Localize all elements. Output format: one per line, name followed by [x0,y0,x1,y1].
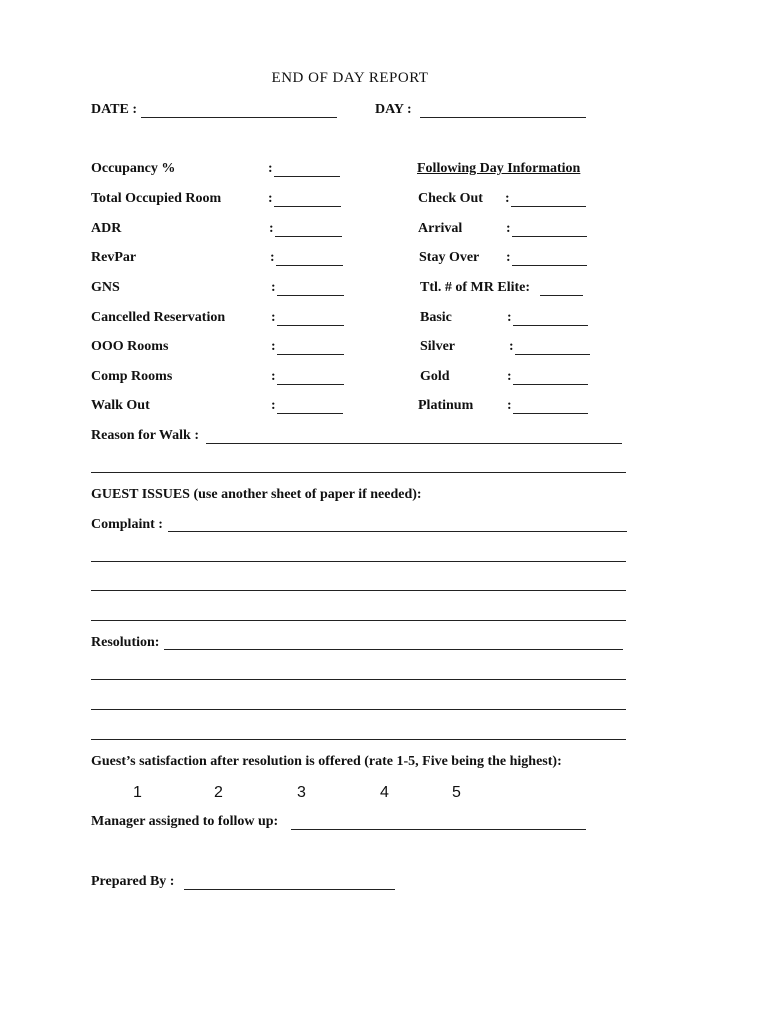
gns-field[interactable] [277,295,344,296]
colon: : [268,161,273,176]
colon: : [271,398,276,413]
satisfaction-question: Guest’s satisfaction after resolution is offered (rate 1-5, Five being the highest): [91,754,562,769]
field-label-gns: GNS [91,280,120,295]
field-label-occupancy: Occupancy % [91,161,176,176]
resolution-line-3[interactable] [91,709,626,710]
guest-issues-heading: GUEST ISSUES (use another sheet of paper if needed): [91,487,422,502]
report-title: END OF DAY REPORT [271,70,429,86]
colon: : [268,191,273,206]
platinum-field[interactable] [513,413,588,414]
resolution-line-2[interactable] [91,679,626,680]
rating-option-1[interactable]: 1 [133,784,142,801]
field-label-platinum: Platinum [418,398,474,413]
prepared-by-label: Prepared By : [91,874,175,889]
field-label-cancelled-reservation: Cancelled Reservation [91,310,226,325]
complaint-line-4[interactable] [91,620,626,621]
complaint-field[interactable] [168,531,627,532]
occupancy-field[interactable] [274,176,340,177]
arrival-field[interactable] [512,236,587,237]
walk-reason-label: Reason for Walk : [91,428,199,443]
rating-option-2[interactable]: 2 [214,784,223,801]
day-label: DAY : [375,102,412,117]
field-label-total-occupied-room: Total Occupied Room [91,191,222,206]
rating-option-5[interactable]: 5 [452,784,461,801]
colon: : [271,280,276,295]
complaint-line-2[interactable] [91,561,626,562]
check-out-field[interactable] [511,206,586,207]
mr-elite-total-field[interactable] [540,295,583,296]
following-day-heading: Following Day Information [417,161,581,176]
silver-field[interactable] [515,354,590,355]
colon: : [270,250,275,265]
field-label-walk-out: Walk Out [91,398,150,413]
field-label-revpar: RevPar [91,250,137,265]
field-label-stay-over: Stay Over [419,250,480,265]
stay-over-field[interactable] [512,265,587,266]
rating-option-4[interactable]: 4 [380,784,389,801]
field-label-adr: ADR [91,221,122,236]
field-label-basic: Basic [420,310,452,325]
ooo-rooms-field[interactable] [277,354,344,355]
adr-field[interactable] [275,236,342,237]
date-field[interactable] [141,117,337,118]
manager-label: Manager assigned to follow up: [91,814,279,829]
rating-option-3[interactable]: 3 [297,784,306,801]
field-label-check-out: Check Out [418,191,483,206]
resolution-field[interactable] [164,649,623,650]
gold-field[interactable] [513,384,588,385]
date-label: DATE : [91,102,138,117]
complaint-label: Complaint : [91,517,163,532]
resolution-label: Resolution: [91,635,160,650]
manager-field[interactable] [291,829,586,830]
colon: : [269,221,274,236]
colon: : [506,250,511,265]
colon: : [505,191,510,206]
field-label-ooo-rooms: OOO Rooms [91,339,169,354]
colon: : [507,398,512,413]
prepared-by-field[interactable] [184,889,395,890]
colon: : [507,369,512,384]
resolution-line-4[interactable] [91,739,626,740]
colon: : [506,221,511,236]
colon: : [507,310,512,325]
total-occupied-room-field[interactable] [274,206,341,207]
field-label-mr-elite-total: Ttl. # of MR Elite: [420,280,531,295]
walk-reason-line-2[interactable] [91,472,626,473]
field-label-silver: Silver [420,339,455,354]
complaint-line-3[interactable] [91,590,626,591]
colon: : [271,339,276,354]
basic-field[interactable] [513,325,588,326]
cancelled-reservation-field[interactable] [277,325,344,326]
revpar-field[interactable] [276,265,343,266]
field-label-comp-rooms: Comp Rooms [91,369,173,384]
day-field[interactable] [420,117,586,118]
field-label-arrival: Arrival [418,221,463,236]
field-label-gold: Gold [420,369,450,384]
colon: : [271,310,276,325]
walk-out-field[interactable] [277,413,343,414]
colon: : [271,369,276,384]
comp-rooms-field[interactable] [277,384,344,385]
walk-reason-field[interactable] [206,443,622,444]
colon: : [509,339,514,354]
